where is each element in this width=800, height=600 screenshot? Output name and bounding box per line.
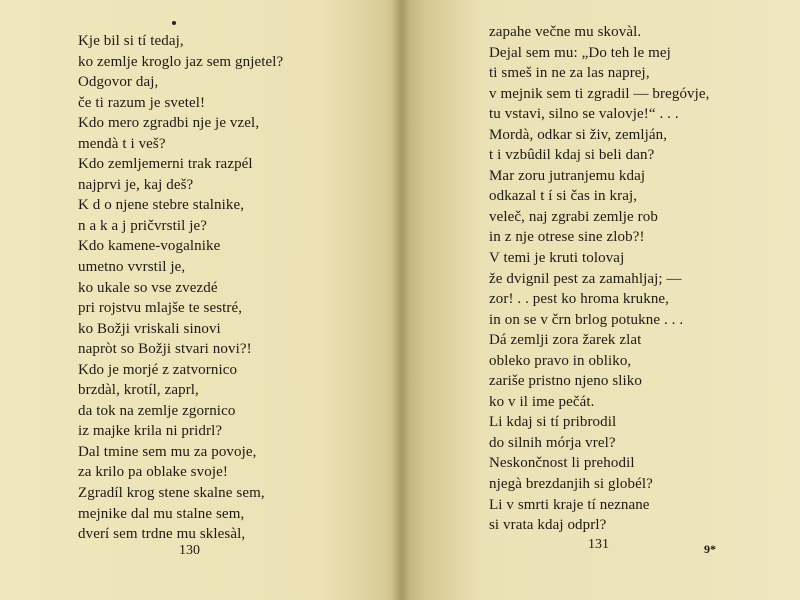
poem-line: njegà brezdanjih si globél?: [489, 476, 653, 493]
poem-line: tu vstavi, silno se valovje!“ . . .: [489, 106, 679, 123]
poem-line: Dal tmine sem mu za povoje,: [78, 443, 257, 460]
poem-line: ti smeš in ne za las naprej,: [489, 65, 650, 82]
poem-line: že dvignil pest za zamahljaj; —: [489, 270, 682, 287]
poem-line: če ti razum je svetel!: [78, 94, 206, 111]
poem-line: odkazal t í si čas in kraj,: [489, 188, 638, 205]
poem-line: za krilo pa oblake svoje!: [78, 464, 228, 481]
poem-line: Kdo zemljemerni trak razpél: [78, 156, 253, 173]
poem-line: najprvi je, kaj deš?: [78, 176, 194, 193]
poem-line: Odgovor daj,: [78, 74, 159, 91]
poem-line: umetno vvrstil je,: [78, 259, 186, 276]
poem-line: brzdàl, krotíl, zaprl,: [78, 382, 199, 399]
poem-line: iz majke krila ni pridrl?: [78, 423, 223, 440]
poem-line: Li kdaj si tí pribrodil: [489, 414, 617, 431]
left-page-number: 130: [179, 543, 200, 558]
poem-line: mendà t i veš?: [78, 135, 166, 152]
poem-line: zariše pristno njeno sliko: [489, 373, 642, 390]
poem-line: veleč, naj zgrabi zemlje rob: [489, 208, 658, 225]
poem-line: Neskončnost li prehodil: [489, 455, 635, 472]
right-page: [405, 0, 800, 600]
poem-line: Mordà, odkar si živ, zemlján,: [489, 126, 668, 143]
poem-line: pri rojstvu mlajše te sestré,: [78, 300, 243, 317]
poem-line: si vrata kdaj odprl?: [489, 517, 607, 534]
ink-speck: [172, 21, 176, 25]
poem-line: K d o njene stebre stalnike,: [78, 197, 245, 214]
poem-line: ko ukale so vse zvezdé: [78, 279, 218, 296]
poem-line: n a k a j pričvrstil je?: [78, 217, 208, 234]
poem-line: v mejnik sem ti zgradil — bregóvje,: [489, 85, 710, 102]
poem-line: obleko pravo in obliko,: [489, 352, 632, 369]
poem-line: Kdo je morjé z zatvornico: [78, 361, 238, 378]
poem-line: do silnih mórja vrel?: [489, 434, 616, 451]
poem-line: Dá zemlji zora žarek zlat: [489, 332, 642, 349]
signature-mark: 9*: [704, 542, 716, 556]
poem-line: napròt so Božji stvari novi?!: [78, 341, 252, 358]
poem-line: Mar zoru jutranjemu kdaj: [489, 167, 646, 184]
poem-line: V temi je kruti tolovaj: [489, 250, 625, 267]
right-page-poem: [489, 22, 710, 536]
right-page-number: 131: [588, 537, 609, 552]
poem-line: in on se v črn brlog potukne . . .: [489, 311, 684, 328]
poem-line: Kje bil si tí tedaj,: [78, 33, 184, 49]
poem-line: t i vzbûdil kdaj si beli dan?: [489, 147, 655, 164]
poem-line: Dejal sem mu: „Do teh le mej: [489, 44, 671, 61]
poem-line: Li v smrti kraje tí neznane: [489, 496, 650, 513]
poem-line: zor! . . pest ko hroma krukne,: [489, 291, 670, 308]
poem-line: mejnike dal mu stalne sem,: [78, 505, 245, 522]
poem-line: Zgradíl krog stene skalne sem,: [78, 485, 265, 502]
poem-line: Kdo mero zgradbi nje je vzel,: [78, 115, 260, 132]
poem-line: ko v il ime pečát.: [489, 393, 595, 410]
poem-line: da tok na zemlje zgornico: [78, 402, 236, 419]
poem-line: ko zemlje kroglo jaz sem gnjetel?: [78, 53, 284, 70]
poem-line: dverí sem trdne mu sklesàl,: [78, 526, 246, 543]
poem-line: zapahe večne mu skovàl.: [489, 24, 642, 40]
poem-line: ko Božji vriskali sinovi: [78, 320, 221, 337]
left-page-poem: [78, 31, 283, 545]
poem-line: in z nje otrese sine zlob?!: [489, 229, 645, 246]
left-page: [0, 0, 395, 600]
poem-line: Kdo kamene-vogalnike: [78, 238, 221, 255]
